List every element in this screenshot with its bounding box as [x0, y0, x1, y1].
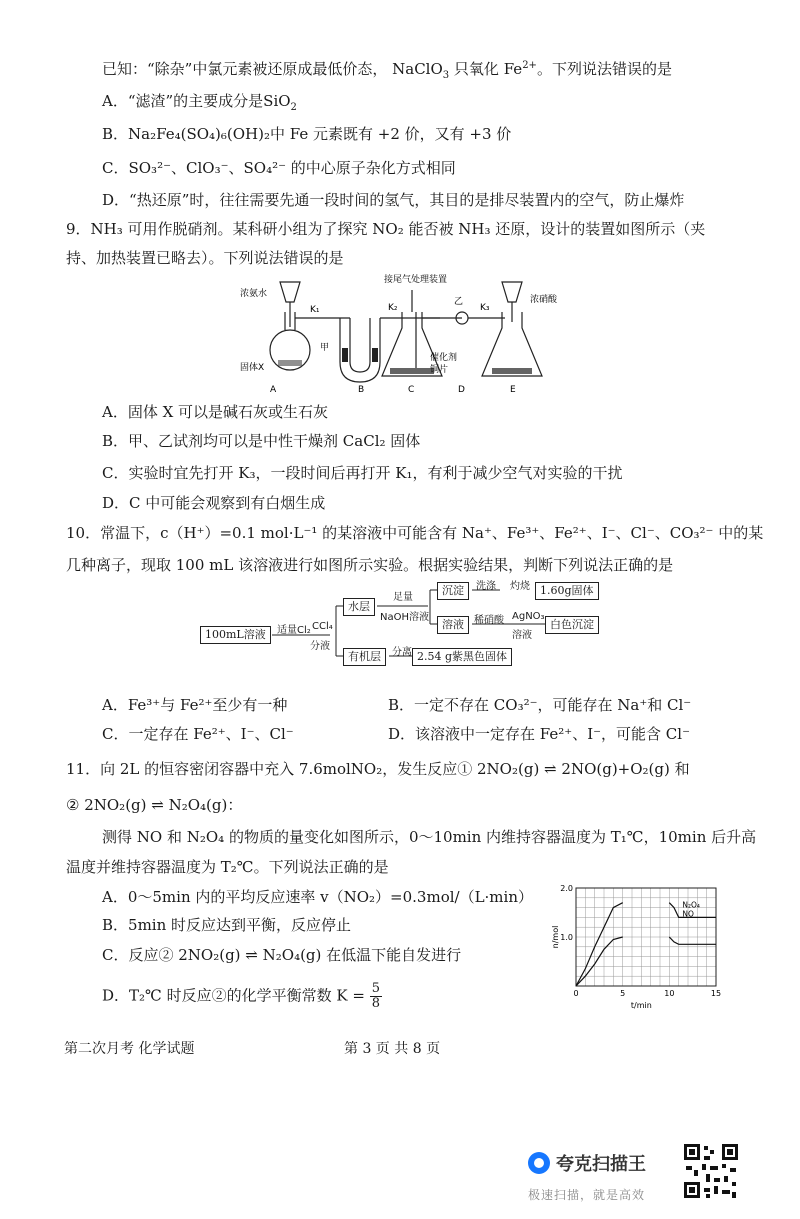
series-line: [576, 937, 623, 986]
q10-option-b: B．一定不存在 CO₃²⁻，可能存在 Na⁺和 Cl⁻: [388, 696, 692, 714]
q11-chart: [550, 880, 730, 1010]
q8-option-d: D．“热还原”时，往往需要先通一段时间的氢气，其目的是排尽装置内的空气，防止爆炸: [102, 191, 685, 209]
q11-option-d: [102, 982, 382, 1011]
x-tick-label: 10: [664, 989, 675, 998]
flow-agno3: AgNO₃: [512, 611, 545, 622]
q8-b-prefix: B．: [102, 125, 129, 143]
flow-solution-box: 溶液: [437, 616, 469, 634]
flow-white-box: 白色沉淀: [545, 616, 599, 634]
q9-option-b: B．甲、乙试剂均可以是中性干燥剂 CaCl₂ 固体: [102, 432, 421, 450]
q8-b-rest: 中 Fe 元素既有 +2 价，又有 +3 价: [270, 125, 512, 143]
q8-b-formula: Na₂Fe₄(SO₄)₆(OH)₂: [128, 125, 270, 143]
flow-solution2: 溶液: [512, 630, 532, 641]
label-a: A: [270, 385, 277, 394]
y-tick-label: 1.0: [560, 933, 573, 942]
q8-stem-b: 只氧化: [453, 60, 499, 78]
q10-option-c: C．一定存在 Fe²⁺、I⁻、Cl⁻: [102, 725, 294, 743]
q11-d-fraction: [370, 982, 382, 1011]
flow-fenye: 分液: [310, 641, 330, 652]
q9-option-c: C．实验时宜先打开 K₃，一段时间后再打开 K₁，有利于减少空气对实验的干扰: [102, 464, 623, 482]
q11-d-prefix: D．T₂℃ 时反应②的化学平衡常数 K =: [102, 986, 365, 1005]
q11-option-a: A．0～5min 内的平均反应速率 v（NO₂）=0.3mol/（L·min）: [102, 888, 533, 906]
scanner-logo-icon: [528, 1152, 550, 1174]
flow-naoh-top: 足量: [393, 592, 413, 603]
flow-naoh: NaOH溶液: [380, 612, 429, 623]
label-copper: 铜片: [430, 365, 449, 375]
y-axis-label: n/mol: [551, 925, 560, 949]
label-c: C: [408, 385, 415, 394]
q10-stem-1: 10．常温下，c（H⁺）=0.1 mol·L⁻¹ 的某溶液中可能含有 Na⁺、Fe³⁺、Fe²⁺、I⁻、Cl⁻、CO₃²⁻ 中的某: [66, 524, 764, 542]
footer-page: 第 3 页 共 8 页: [344, 1041, 441, 1057]
flow-cl2: 适量Cl₂: [277, 625, 311, 636]
flow-precip-box: 沉淀: [437, 582, 469, 600]
scanner-watermark: [528, 1150, 678, 1210]
label-jia: 甲: [320, 343, 330, 353]
scanner-slogan: 极速扫描，就是高效: [528, 1188, 646, 1202]
q9-stem-2: 持、加热装置已略去）。下列说法错误的是: [66, 249, 344, 267]
frac-numerator: 5: [371, 981, 380, 996]
q8-stem-c: 。下列说法错误的是: [536, 60, 672, 78]
label-catalyst: 催化剂: [430, 353, 458, 363]
q11-stem-2: ② 2NO₂(g) ⇌ N₂O₄(g)：: [66, 796, 243, 814]
q8-option-c: C．SO₃²⁻、ClO₃⁻、SO₄²⁻ 的中心原子杂化方式相同: [102, 159, 456, 177]
frac-denominator: 8: [371, 996, 380, 1011]
legend-label: N₂O₄: [682, 900, 700, 910]
label-e: E: [510, 385, 516, 394]
flow-burn: 灼烧: [510, 581, 530, 592]
flow-dil-nitric: 稀硝酸: [474, 615, 504, 626]
label-k2: K₂: [388, 303, 398, 313]
x-tick-label: 15: [710, 989, 722, 998]
x-axis-label: t/min: [630, 1001, 652, 1010]
q8-fe: Fe: [503, 60, 523, 78]
legend-label: NO: [682, 909, 694, 919]
flow-solid254-box: 2.54 g紫黑色固体: [412, 648, 512, 666]
q8-a-prefix: A．“滤渣”的主要成分是: [102, 92, 264, 110]
series-line: [576, 903, 623, 986]
q10-option-d: D．该溶液中一定存在 Fe²⁺、I⁻，可能含 Cl⁻: [388, 725, 690, 743]
label-yi: 乙: [454, 297, 464, 307]
q11-option-c: C．反应② 2NO₂(g) ⇌ N₂O₄(g) 在低温下能自发进行: [102, 946, 462, 964]
series-line: [669, 937, 716, 944]
x-tick-label: 5: [620, 989, 626, 998]
flow-start-box: 100mL溶液: [200, 626, 271, 644]
label-b: B: [358, 385, 365, 394]
flow-separate: 分离: [392, 647, 412, 658]
label-solid-x: 固体X: [240, 363, 265, 373]
flow-solid160-box: 1.60g固体: [535, 582, 599, 600]
q10-stem-2: 几种离子，现取 100 mL 该溶液进行如图所示实验。根据实验结果，判断下列说法正确的是: [66, 556, 674, 574]
footer-left: 第二次月考 化学试题: [64, 1041, 195, 1057]
q8-a-sio2: SiO: [263, 92, 291, 110]
q9-option-d: D．C 中可能会观察到有白烟生成: [102, 494, 326, 512]
flow-ccl4: CCl₄: [312, 621, 333, 632]
q8-fe-charge: 2+: [522, 60, 537, 71]
q11-stem-1: 11．向 2L 的恒容密闭容器中充入 7.6molNO₂，发生反应① 2NO₂(g) ⇌ 2NO(g)+O₂(g) 和: [66, 760, 690, 778]
q8-naclo3: NaClO: [392, 60, 443, 78]
scanner-brand: 夸克扫描王: [556, 1154, 646, 1175]
q9-stem-1: 9．NH₃ 可用作脱硝剂。某科研小组为了探究 NO₂ 能否被 NH₃ 还原，设计的装置如图所示（夹: [66, 220, 706, 238]
label-conc-ammonia: 浓氨水: [240, 289, 268, 299]
q11-stem-3: 测得 NO 和 N₂O₄ 的物质的量变化如图所示，0～10min 内维持容器温度为 T₁℃，10min 后升高: [102, 828, 757, 846]
flow-organic-box: 有机层: [343, 648, 386, 666]
q8-naclo3-sub: 3: [442, 70, 450, 81]
x-tick-label: 0: [573, 989, 579, 998]
q9-option-a: A．固体 X 可以是碱石灰或生石灰: [102, 403, 329, 421]
qr-code: [682, 1142, 740, 1200]
label-d: D: [458, 385, 465, 394]
y-tick-label: 2.0: [560, 884, 573, 893]
q8-stem-a: 已知：“除杂”中氯元素被还原成最低价态，: [102, 60, 388, 78]
q11-option-b: B．5min 时反应达到平衡，反应停止: [102, 916, 352, 934]
label-tail-gas: 接尾气处理装置: [384, 275, 448, 285]
label-k3: K₃: [480, 303, 490, 313]
label-k1: K₁: [310, 305, 320, 315]
q10-option-a: A．Fe³⁺与 Fe²⁺至少有一种: [102, 696, 288, 714]
flow-wash: 洗涤: [476, 581, 496, 592]
q8-a-sub: 2: [290, 102, 297, 113]
q11-stem-4: 温度并维持容器温度为 T₂℃。下列说法正确的是: [66, 858, 389, 876]
label-conc-nitric: 浓硝酸: [530, 295, 558, 305]
flow-water-box: 水层: [343, 598, 375, 616]
